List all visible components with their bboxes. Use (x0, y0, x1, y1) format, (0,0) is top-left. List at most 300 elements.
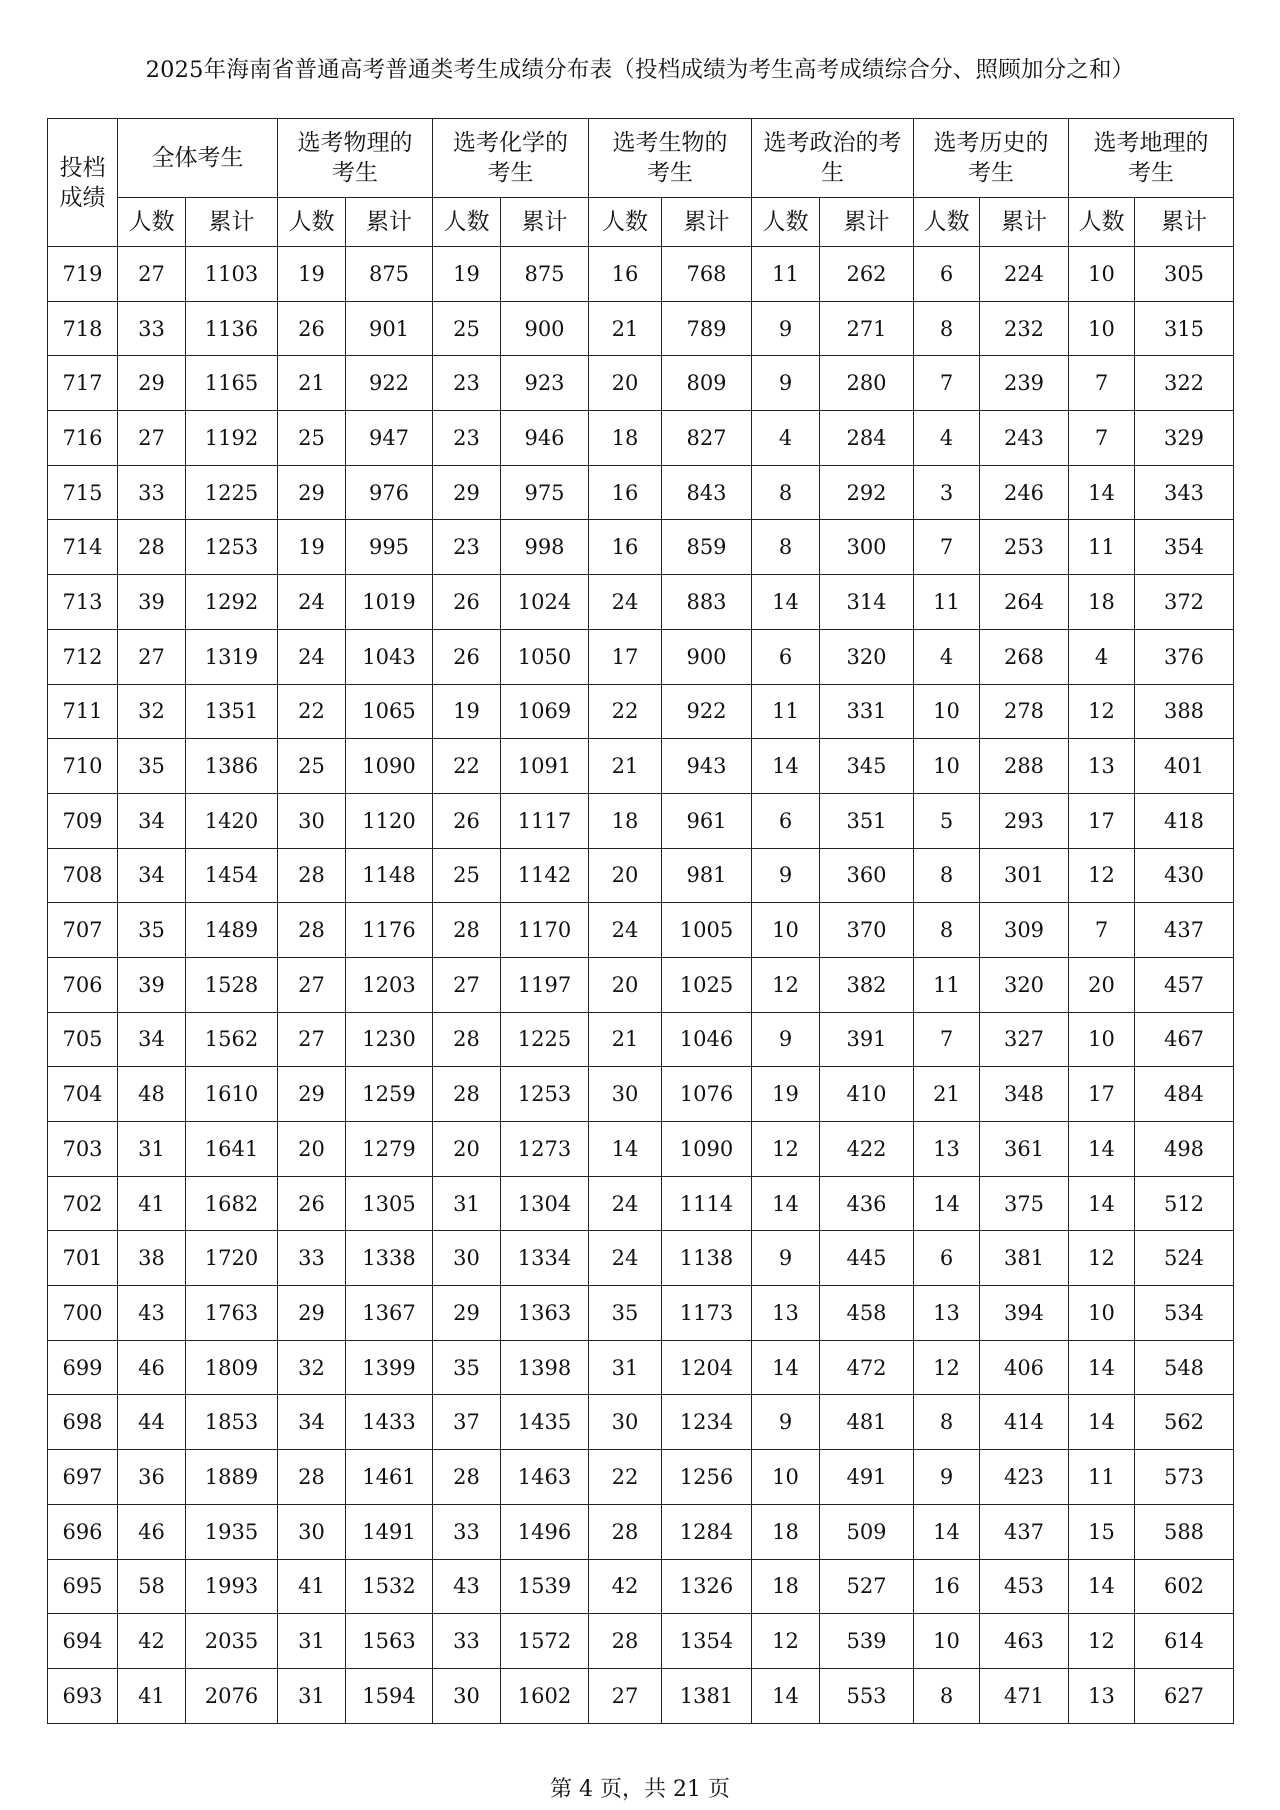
cumulative-cell: 351 (820, 793, 914, 848)
table-row (48, 1231, 1234, 1286)
cumulative-cell: 1170 (501, 903, 589, 958)
count-cell: 29 (118, 356, 186, 411)
cumulative-cell: 1682 (186, 1176, 278, 1231)
count-cell: 33 (118, 465, 186, 520)
cumulative-cell: 491 (820, 1450, 914, 1505)
score-cell: 711 (48, 684, 118, 739)
cumulative-cell: 381 (980, 1231, 1069, 1286)
count-cell: 13 (914, 1122, 980, 1177)
count-cell: 10 (1069, 301, 1135, 356)
count-cell: 6 (752, 629, 820, 684)
table-row (48, 1067, 1234, 1122)
cumulative-cell: 467 (1135, 1012, 1234, 1067)
cumulative-cell: 553 (820, 1668, 914, 1723)
count-cell: 19 (433, 684, 501, 739)
cumulative-cell: 253 (980, 520, 1069, 575)
count-cell: 41 (118, 1176, 186, 1231)
cumulative-cell: 627 (1135, 1668, 1234, 1723)
count-cell: 24 (589, 1231, 662, 1286)
cumulative-cell: 394 (980, 1286, 1069, 1341)
count-cell: 30 (433, 1231, 501, 1286)
score-cell: 709 (48, 793, 118, 848)
count-cell: 17 (1069, 1067, 1135, 1122)
cumulative-cell: 1005 (662, 903, 752, 958)
cumulative-cell: 975 (501, 465, 589, 520)
cumulative-cell: 1381 (662, 1668, 752, 1723)
cumulative-cell: 976 (346, 465, 433, 520)
cumulative-cell: 300 (820, 520, 914, 575)
count-cell: 10 (1069, 1286, 1135, 1341)
count-cell: 6 (752, 793, 820, 848)
count-cell: 29 (278, 1067, 346, 1122)
count-cell: 37 (433, 1395, 501, 1450)
cumulative-cell: 320 (980, 957, 1069, 1012)
count-cell: 34 (278, 1395, 346, 1450)
count-cell: 9 (752, 301, 820, 356)
count-cell: 35 (118, 903, 186, 958)
score-cell: 693 (48, 1668, 118, 1723)
count-cell: 27 (278, 957, 346, 1012)
cumulative-cell: 239 (980, 356, 1069, 411)
cumulative-cell: 243 (980, 411, 1069, 466)
cumulative-cell: 827 (662, 411, 752, 466)
count-cell: 48 (118, 1067, 186, 1122)
count-cell: 22 (589, 684, 662, 739)
cumulative-cell: 1225 (186, 465, 278, 520)
count-cell: 12 (1069, 1231, 1135, 1286)
count-cell: 7 (914, 1012, 980, 1067)
count-cell: 23 (433, 520, 501, 575)
table-row (48, 629, 1234, 684)
cumulative-cell: 1230 (346, 1012, 433, 1067)
count-cell: 27 (118, 629, 186, 684)
count-cell: 14 (752, 575, 820, 630)
table-row (48, 1340, 1234, 1395)
table-row (48, 520, 1234, 575)
table-row (48, 957, 1234, 1012)
cumulative-cell: 1176 (346, 903, 433, 958)
cumulative-cell: 320 (820, 629, 914, 684)
count-cell: 33 (118, 301, 186, 356)
cumulative-cell: 1142 (501, 848, 589, 903)
cumulative-cell: 961 (662, 793, 752, 848)
count-cell: 41 (118, 1668, 186, 1723)
table-row (48, 1450, 1234, 1505)
count-cell: 16 (589, 247, 662, 302)
cumulative-cell: 314 (820, 575, 914, 630)
cumulative-cell: 1489 (186, 903, 278, 958)
cumulative-cell: 1279 (346, 1122, 433, 1177)
count-header: 人数 (118, 198, 186, 247)
count-cell: 20 (433, 1122, 501, 1177)
score-cell: 710 (48, 739, 118, 794)
count-cell: 10 (1069, 247, 1135, 302)
cumulative-cell: 998 (501, 520, 589, 575)
count-cell: 4 (752, 411, 820, 466)
count-cell: 28 (433, 1012, 501, 1067)
cumulative-cell: 224 (980, 247, 1069, 302)
cumulative-cell: 1273 (501, 1122, 589, 1177)
cumulative-cell: 1326 (662, 1559, 752, 1614)
count-cell: 26 (433, 575, 501, 630)
cumulative-cell: 1069 (501, 684, 589, 739)
count-cell: 33 (433, 1504, 501, 1559)
cumulative-cell: 1019 (346, 575, 433, 630)
count-cell: 8 (914, 848, 980, 903)
count-cell: 22 (589, 1450, 662, 1505)
cumulative-cell: 922 (346, 356, 433, 411)
cumulative-cell: 1138 (662, 1231, 752, 1286)
count-cell: 27 (118, 247, 186, 302)
count-cell: 27 (118, 411, 186, 466)
table-row (48, 1559, 1234, 1614)
cumulative-cell: 1563 (346, 1614, 433, 1669)
cumulative-cell: 329 (1135, 411, 1234, 466)
score-cell: 712 (48, 629, 118, 684)
count-cell: 35 (433, 1340, 501, 1395)
page-title: 2025年海南省普通高考普通类考生成绩分布表（投档成绩为考生高考成绩综合分、照顾加分之和） (145, 57, 1135, 83)
count-cell: 27 (278, 1012, 346, 1067)
cumulative-cell: 498 (1135, 1122, 1234, 1177)
cumulative-cell: 512 (1135, 1176, 1234, 1231)
cumulative-cell: 1253 (186, 520, 278, 575)
cumulative-cell: 1076 (662, 1067, 752, 1122)
score-cell: 694 (48, 1614, 118, 1669)
count-cell: 6 (914, 1231, 980, 1286)
count-cell: 28 (433, 1450, 501, 1505)
cumulative-cell: 278 (980, 684, 1069, 739)
cumulative-cell: 1398 (501, 1340, 589, 1395)
cumulative-cell: 1435 (501, 1395, 589, 1450)
cumulative-cell: 995 (346, 520, 433, 575)
table-row (48, 793, 1234, 848)
count-cell: 12 (752, 1614, 820, 1669)
cumulative-cell: 422 (820, 1122, 914, 1177)
count-cell: 8 (914, 903, 980, 958)
count-cell: 28 (278, 848, 346, 903)
cumulative-cell: 322 (1135, 356, 1234, 411)
cumulative-cell: 375 (980, 1176, 1069, 1231)
count-header: 人数 (752, 198, 820, 247)
count-cell: 7 (914, 520, 980, 575)
group-header: 全体考生 (118, 119, 278, 198)
cumulative-cell: 1259 (346, 1067, 433, 1122)
cumulative-cell: 1539 (501, 1559, 589, 1614)
cumulative-header: 累计 (186, 198, 278, 247)
count-cell: 36 (118, 1450, 186, 1505)
page-footer: 第 4 页，共 21 页 (550, 1777, 730, 1802)
count-cell: 26 (278, 1176, 346, 1231)
cumulative-cell: 372 (1135, 575, 1234, 630)
count-header: 人数 (914, 198, 980, 247)
cumulative-cell: 947 (346, 411, 433, 466)
count-cell: 20 (589, 848, 662, 903)
cumulative-cell: 1562 (186, 1012, 278, 1067)
cumulative-cell: 573 (1135, 1450, 1234, 1505)
cumulative-cell: 1114 (662, 1176, 752, 1231)
count-header: 人数 (589, 198, 662, 247)
count-cell: 10 (752, 1450, 820, 1505)
cumulative-cell: 437 (1135, 903, 1234, 958)
cumulative-cell: 1532 (346, 1559, 433, 1614)
count-cell: 32 (118, 684, 186, 739)
count-cell: 28 (433, 1067, 501, 1122)
count-cell: 20 (1069, 957, 1135, 1012)
score-cell: 698 (48, 1395, 118, 1450)
cumulative-cell: 875 (346, 247, 433, 302)
count-cell: 8 (914, 1668, 980, 1723)
count-cell: 22 (278, 684, 346, 739)
count-cell: 19 (278, 520, 346, 575)
score-cell: 707 (48, 903, 118, 958)
cumulative-cell: 1192 (186, 411, 278, 466)
score-cell: 706 (48, 957, 118, 1012)
count-cell: 28 (278, 1450, 346, 1505)
count-cell: 15 (1069, 1504, 1135, 1559)
table-row (48, 1395, 1234, 1450)
count-cell: 21 (589, 1012, 662, 1067)
cumulative-cell: 309 (980, 903, 1069, 958)
cumulative-cell: 232 (980, 301, 1069, 356)
cumulative-cell: 1090 (346, 739, 433, 794)
count-cell: 32 (278, 1340, 346, 1395)
count-cell: 26 (433, 793, 501, 848)
count-cell: 8 (914, 301, 980, 356)
cumulative-header: 累计 (980, 198, 1069, 247)
count-cell: 12 (914, 1340, 980, 1395)
count-cell: 17 (1069, 793, 1135, 848)
cumulative-cell: 430 (1135, 848, 1234, 903)
table-row (48, 684, 1234, 739)
cumulative-cell: 1572 (501, 1614, 589, 1669)
cumulative-cell: 445 (820, 1231, 914, 1286)
count-cell: 27 (433, 957, 501, 1012)
count-cell: 9 (752, 1012, 820, 1067)
cumulative-cell: 388 (1135, 684, 1234, 739)
count-cell: 30 (278, 793, 346, 848)
cumulative-cell: 768 (662, 247, 752, 302)
cumulative-cell: 1292 (186, 575, 278, 630)
count-cell: 31 (589, 1340, 662, 1395)
count-cell: 10 (752, 903, 820, 958)
count-cell: 39 (118, 957, 186, 1012)
cumulative-cell: 923 (501, 356, 589, 411)
count-cell: 26 (278, 301, 346, 356)
count-cell: 58 (118, 1559, 186, 1614)
cumulative-cell: 1334 (501, 1231, 589, 1286)
count-cell: 19 (752, 1067, 820, 1122)
count-cell: 14 (1069, 1340, 1135, 1395)
cumulative-cell: 471 (980, 1668, 1069, 1723)
cumulative-cell: 423 (980, 1450, 1069, 1505)
count-cell: 14 (1069, 1395, 1135, 1450)
count-cell: 23 (433, 356, 501, 411)
count-cell: 12 (752, 957, 820, 1012)
cumulative-cell: 406 (980, 1340, 1069, 1395)
count-cell: 31 (278, 1614, 346, 1669)
cumulative-cell: 391 (820, 1012, 914, 1067)
cumulative-cell: 1853 (186, 1395, 278, 1450)
cumulative-cell: 883 (662, 575, 752, 630)
cumulative-cell: 859 (662, 520, 752, 575)
cumulative-cell: 401 (1135, 739, 1234, 794)
score-cell: 714 (48, 520, 118, 575)
cumulative-cell: 472 (820, 1340, 914, 1395)
count-cell: 39 (118, 575, 186, 630)
count-header: 人数 (433, 198, 501, 247)
score-cell: 719 (48, 247, 118, 302)
cumulative-cell: 1594 (346, 1668, 433, 1723)
table-row (48, 1668, 1234, 1723)
cumulative-cell: 348 (980, 1067, 1069, 1122)
cumulative-cell: 458 (820, 1286, 914, 1341)
count-cell: 14 (1069, 465, 1135, 520)
group-header: 选考政治的考生 (752, 119, 914, 198)
cumulative-cell: 1763 (186, 1286, 278, 1341)
cumulative-cell: 410 (820, 1067, 914, 1122)
count-cell: 18 (752, 1559, 820, 1614)
count-cell: 4 (914, 629, 980, 684)
count-cell: 13 (1069, 1668, 1135, 1723)
cumulative-cell: 1454 (186, 848, 278, 903)
count-cell: 7 (1069, 903, 1135, 958)
count-cell: 6 (914, 247, 980, 302)
count-cell: 3 (914, 465, 980, 520)
score-cell: 704 (48, 1067, 118, 1122)
count-cell: 46 (118, 1504, 186, 1559)
cumulative-cell: 1091 (501, 739, 589, 794)
count-cell: 14 (1069, 1559, 1135, 1614)
cumulative-cell: 2035 (186, 1614, 278, 1669)
count-cell: 20 (278, 1122, 346, 1177)
count-cell: 16 (589, 465, 662, 520)
count-cell: 38 (118, 1231, 186, 1286)
count-cell: 29 (433, 1286, 501, 1341)
cumulative-cell: 1463 (501, 1450, 589, 1505)
count-cell: 18 (1069, 575, 1135, 630)
cumulative-cell: 1024 (501, 575, 589, 630)
group-header: 选考化学的考生 (433, 119, 589, 198)
count-cell: 11 (914, 957, 980, 1012)
count-cell: 13 (1069, 739, 1135, 794)
cumulative-cell: 981 (662, 848, 752, 903)
table-row (48, 575, 1234, 630)
count-cell: 9 (752, 848, 820, 903)
cumulative-cell: 1319 (186, 629, 278, 684)
count-cell: 11 (1069, 1450, 1135, 1505)
cumulative-cell: 1025 (662, 957, 752, 1012)
cumulative-cell: 437 (980, 1504, 1069, 1559)
count-cell: 10 (914, 739, 980, 794)
count-cell: 28 (589, 1614, 662, 1669)
count-cell: 26 (433, 629, 501, 684)
count-cell: 9 (914, 1450, 980, 1505)
cumulative-cell: 562 (1135, 1395, 1234, 1450)
count-cell: 4 (1069, 629, 1135, 684)
cumulative-cell: 614 (1135, 1614, 1234, 1669)
cumulative-cell: 284 (820, 411, 914, 466)
cumulative-cell: 1399 (346, 1340, 433, 1395)
cumulative-cell: 1253 (501, 1067, 589, 1122)
cumulative-cell: 900 (501, 301, 589, 356)
cumulative-cell: 1090 (662, 1122, 752, 1177)
table-row (48, 1176, 1234, 1231)
count-cell: 25 (433, 301, 501, 356)
cumulative-cell: 539 (820, 1614, 914, 1669)
cumulative-cell: 534 (1135, 1286, 1234, 1341)
count-cell: 14 (914, 1504, 980, 1559)
cumulative-cell: 463 (980, 1614, 1069, 1669)
cumulative-header: 累计 (1135, 198, 1234, 247)
count-cell: 44 (118, 1395, 186, 1450)
cumulative-cell: 1197 (501, 957, 589, 1012)
cumulative-cell: 1120 (346, 793, 433, 848)
count-cell: 14 (1069, 1122, 1135, 1177)
count-cell: 27 (589, 1668, 662, 1723)
count-cell: 21 (914, 1067, 980, 1122)
cumulative-cell: 809 (662, 356, 752, 411)
cumulative-cell: 1256 (662, 1450, 752, 1505)
cumulative-cell: 1103 (186, 247, 278, 302)
count-cell: 35 (118, 739, 186, 794)
count-cell: 23 (433, 411, 501, 466)
score-distribution-table (47, 118, 1234, 1724)
cumulative-cell: 305 (1135, 247, 1234, 302)
cumulative-cell: 946 (501, 411, 589, 466)
cumulative-cell: 345 (820, 739, 914, 794)
table-row (48, 247, 1234, 302)
cumulative-cell: 457 (1135, 957, 1234, 1012)
cumulative-cell: 527 (820, 1559, 914, 1614)
cumulative-cell: 293 (980, 793, 1069, 848)
table-row (48, 465, 1234, 520)
count-cell: 10 (914, 684, 980, 739)
count-cell: 14 (589, 1122, 662, 1177)
table-row (48, 1122, 1234, 1177)
cumulative-cell: 1461 (346, 1450, 433, 1505)
table-row (48, 301, 1234, 356)
count-cell: 24 (589, 1176, 662, 1231)
count-cell: 11 (752, 684, 820, 739)
table-row (48, 1286, 1234, 1341)
score-header: 投档成绩 (48, 119, 118, 247)
count-cell: 14 (752, 1668, 820, 1723)
count-cell: 46 (118, 1340, 186, 1395)
count-cell: 13 (752, 1286, 820, 1341)
count-cell: 21 (589, 301, 662, 356)
count-cell: 10 (914, 1614, 980, 1669)
score-cell: 701 (48, 1231, 118, 1286)
count-cell: 29 (278, 1286, 346, 1341)
cumulative-cell: 1993 (186, 1559, 278, 1614)
count-cell: 8 (752, 520, 820, 575)
count-cell: 34 (118, 793, 186, 848)
table-row (48, 903, 1234, 958)
cumulative-cell: 1420 (186, 793, 278, 848)
cumulative-cell: 524 (1135, 1231, 1234, 1286)
count-cell: 4 (914, 411, 980, 466)
count-cell: 8 (752, 465, 820, 520)
cumulative-cell: 1338 (346, 1231, 433, 1286)
cumulative-cell: 343 (1135, 465, 1234, 520)
cumulative-header: 累计 (662, 198, 752, 247)
count-cell: 31 (278, 1668, 346, 1723)
cumulative-cell: 268 (980, 629, 1069, 684)
cumulative-cell: 301 (980, 848, 1069, 903)
count-cell: 9 (752, 1395, 820, 1450)
count-cell: 24 (278, 629, 346, 684)
cumulative-cell: 453 (980, 1559, 1069, 1614)
